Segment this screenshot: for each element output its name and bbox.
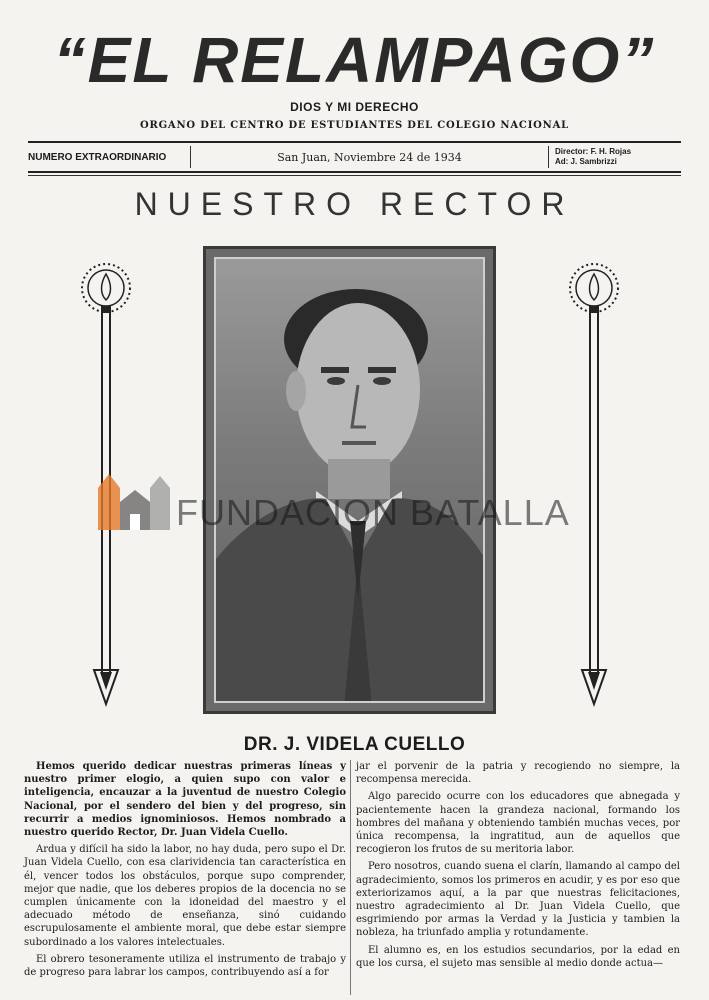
- paragraph: El obrero tesoneramente utiliza el instrumento de trabajo y de progreso para labrar los campos, contribuyendo así a for: [24, 953, 346, 979]
- bottom-rule: [28, 171, 681, 173]
- article-column-right: [356, 760, 680, 974]
- paragraph: Hemos querido dedicar nuestras primeras líneas y nuestro primer elogio, a quien supo con valor e inteligencia, encauzar a la juventud de nuestro Colegio Nacional, por el sendero del bien y del progreso, sin recurrir a medios ignominiosos. Hemos nombrado a nuestro querido Rector, Dr. Juan Videla Cuello.: [24, 761, 346, 839]
- issue-date: San Juan, Noviembre 24 de 1934: [190, 146, 549, 168]
- motto: DIOS Y MI DERECHO: [290, 100, 419, 114]
- headline: NUESTRO RECTOR: [134, 186, 575, 222]
- paragraph: El alumno es, en los estudios secundarios, por la edad en que los cursa, el sujeto mas sensible al medio donde actua—: [356, 944, 680, 969]
- top-rule: [28, 141, 681, 143]
- watermark: [98, 474, 618, 534]
- paragraph: jar el porvenir de la patria y recogiendo no siempre, la recompensa merecida.: [356, 761, 680, 786]
- admin-credit: Ad: J. Sambrizzi: [555, 157, 617, 166]
- paragraph: Ardua y difícil ha sido la labor, no hay duda, pero supo el Dr. Juan Videla Cuello, con esa clarividencia tan característica en él, vencer todos los obstáculos, porque supo comprender, mejor que nadie, que los deberes propios de la docencia no se cumplen únicamente con la idoneidad del maestro y el adecuado método de enseñanza, sinó cuidando escrupulosamente el ambiente moral, que debe estar siempre subordinado a los valores intelectuales.: [24, 844, 346, 948]
- paragraph: Algo parecido ocurre con los educadores que abnegada y pacientemente hacen la grandeza nacional, formando los hombres del mañana y obteniendo también muchas veces, por única recompensa, la ingratitud, aun de aquellos que recogieron los frutos de su meritoria labor.: [356, 791, 680, 856]
- organ-subtitle: ORGANO DEL CENTRO DE ESTUDIANTES DEL COLEGIO NACIONAL: [139, 120, 570, 131]
- watermark-text: FUNDACION BATALLA: [176, 492, 570, 533]
- church-logo-icon: [98, 474, 170, 530]
- newspaper-title: “EL RELAMPAGO”: [53, 24, 656, 96]
- article-column-left: [24, 760, 346, 983]
- staff-credits: [549, 146, 681, 168]
- subheadline: DR. J. VIDELA CUELLO: [243, 734, 466, 755]
- paragraph: Pero nosotros, cuando suena el clarín, llamando al campo del agradecimiento, somos los primeros en acudir, y es por eso que exteriorizamos aquí, a la par que nuestras felicitaciones, nuestro agradecimiento al Dr. Juan Videla Cuello, que esgrimiendo por armas la Verdad y la Justicia y tambien la nobleza, ha triunfado amplia y rotundamente.: [356, 861, 680, 939]
- bottom-rule-thin: [28, 175, 681, 176]
- column-divider: [350, 760, 351, 995]
- director-credit: Director: F. H. Rojas: [555, 147, 632, 156]
- edition-label: NUMERO EXTRAORDINARIO: [28, 151, 167, 163]
- info-bar: [28, 146, 681, 168]
